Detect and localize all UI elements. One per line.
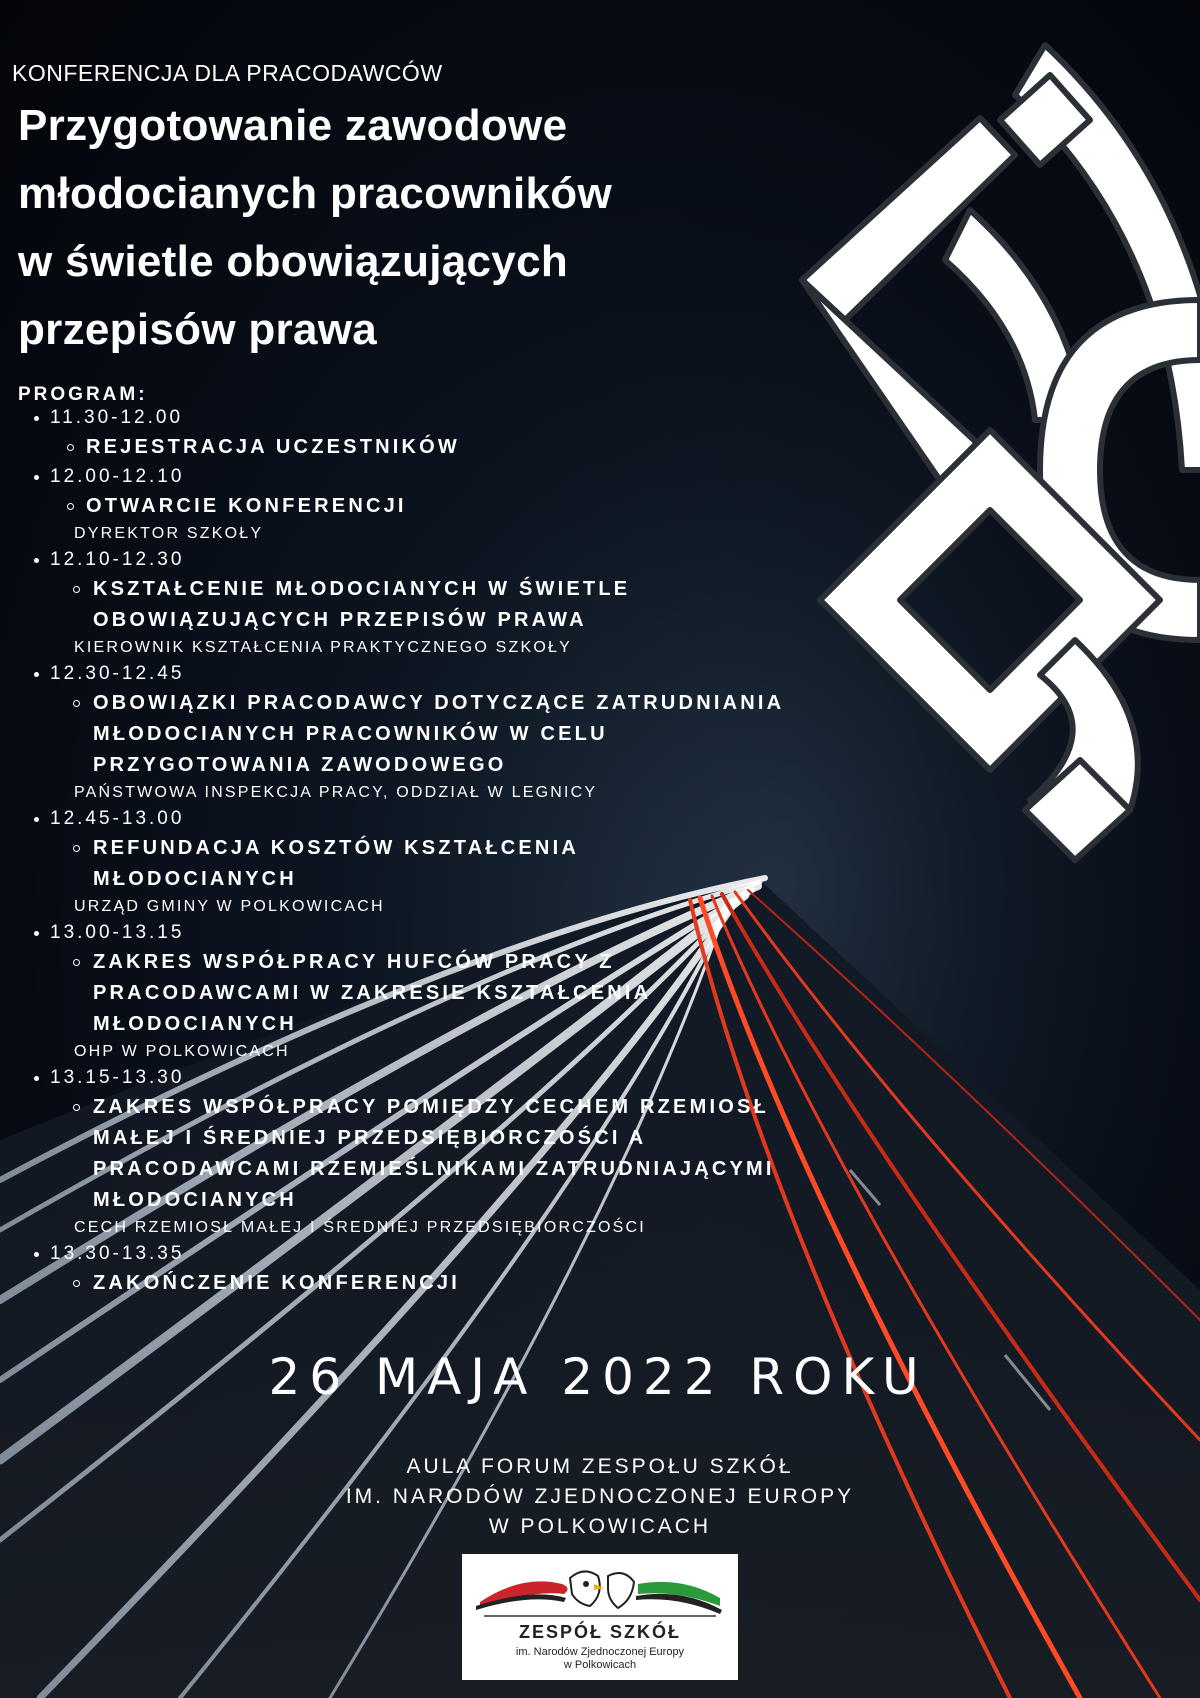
program-time: 13.15-13.30 [0,1064,880,1092]
program-topic: ZAKOŃCZENIE KONFERENCJI [0,1268,873,1299]
program-item [0,404,880,463]
school-subtitle-line: im. Narodów Zjednoczonej Europy [515,1646,685,1658]
program-time: 13.30-13.35 [0,1240,880,1268]
venue-line: AULA FORUM ZESPOŁU SZKÓŁ [406,1455,794,1478]
venue-line: IM. NARODÓW ZJEDNOCZONEJ EUROPY [345,1485,855,1508]
program-speaker: URZĄD GMINY W POLKOWICACH [74,898,385,915]
program-time: 12.30-12.45 [0,660,880,688]
program-topic: ZAKRES WSPÓŁPRACY POMIĘDZY CECHEM RZEMIOSŁ MAŁEJ I ŚREDNIEJ PRZEDSIĘBIORCZOŚCI A PRACODAWCAMI RZEMIEŚLNIKAMI ZATRUDNIAJĄCYMI MŁODOCIANYCH [0,1092,833,1216]
venue-line: W POLKOWICACH [488,1515,712,1538]
program-topic: OBOWIĄZKI PRACODAWCY DOTYCZĄCE ZATRUDNIANIA MŁODOCIANYCH PRACOWNIKÓW W CELU PRZYGOTOWANIA ZAWODOWEGO [0,688,793,781]
program-speaker: OHP W POLKOWICACH [74,1043,290,1060]
program-item [0,1240,880,1299]
program-item [0,660,880,805]
event-kicker: KONFERENCJA DLA PRACODAWCÓW [12,60,443,86]
program-item [0,805,880,919]
program-item [0,1064,880,1240]
title-line: młodocianych pracowników [18,169,612,218]
title-line: w świetle obowiązujących [18,237,569,286]
school-subtitle-line: w Polkowicach [563,1659,637,1671]
program-item [0,919,880,1064]
program-topic: ZAKRES WSPÓŁPRACY HUFCÓW PRACY Z PRACODAWCAMI W ZAKRESIE KSZTAŁCENIA MŁODOCIANYCH [0,947,773,1040]
event-date-text: 26 MAJA 2022 ROKU [268,1348,928,1406]
program-time: 12.45-13.00 [0,805,880,833]
school-logo [462,1554,738,1680]
program-time: 12.10-12.30 [0,546,880,574]
title-line: przepisów prawa [18,305,378,354]
event-venue [0,1452,1200,1542]
program-item [0,546,880,660]
program-speaker: PAŃSTWOWA INSPEKCJA PRACY, ODDZIAŁ W LEGNICY [74,784,598,801]
program-topic: REJESTRACJA UCZESTNIKÓW [0,432,880,463]
program-time: 13.00-13.15 [0,919,880,947]
event-date [0,1348,1200,1406]
school-subtitle [462,1646,738,1672]
page-title [18,92,778,364]
program-list [0,404,880,1299]
program-time: 12.00-12.10 [0,463,880,491]
program-item [0,463,880,546]
program-speaker: KIEROWNIK KSZTAŁCENIA PRAKTYCZNEGO SZKOŁY [74,639,572,656]
title-line: Przygotowanie zawodowe [18,101,568,150]
program-topic: OTWARCIE KONFERENCJI [0,491,880,522]
program-time: 11.30-12.00 [0,404,880,432]
program-heading: PROGRAM: [18,384,148,405]
program-topic: REFUNDACJA KOSZTÓW KSZTAŁCENIA MŁODOCIANYCH [0,833,673,895]
program-topic: KSZTAŁCENIE MŁODOCIANYCH W ŚWIETLE OBOWIĄZUJĄCYCH PRZEPISÓW PRAWA [0,574,733,636]
program-speaker: DYREKTOR SZKOŁY [74,525,264,542]
school-name: ZESPÓŁ SZKÓŁ [518,1622,681,1642]
program-speaker: CECH RZEMIOSŁ MAŁEJ I ŚREDNIEJ PRZEDSIĘBIORCZOŚCI [74,1219,646,1236]
